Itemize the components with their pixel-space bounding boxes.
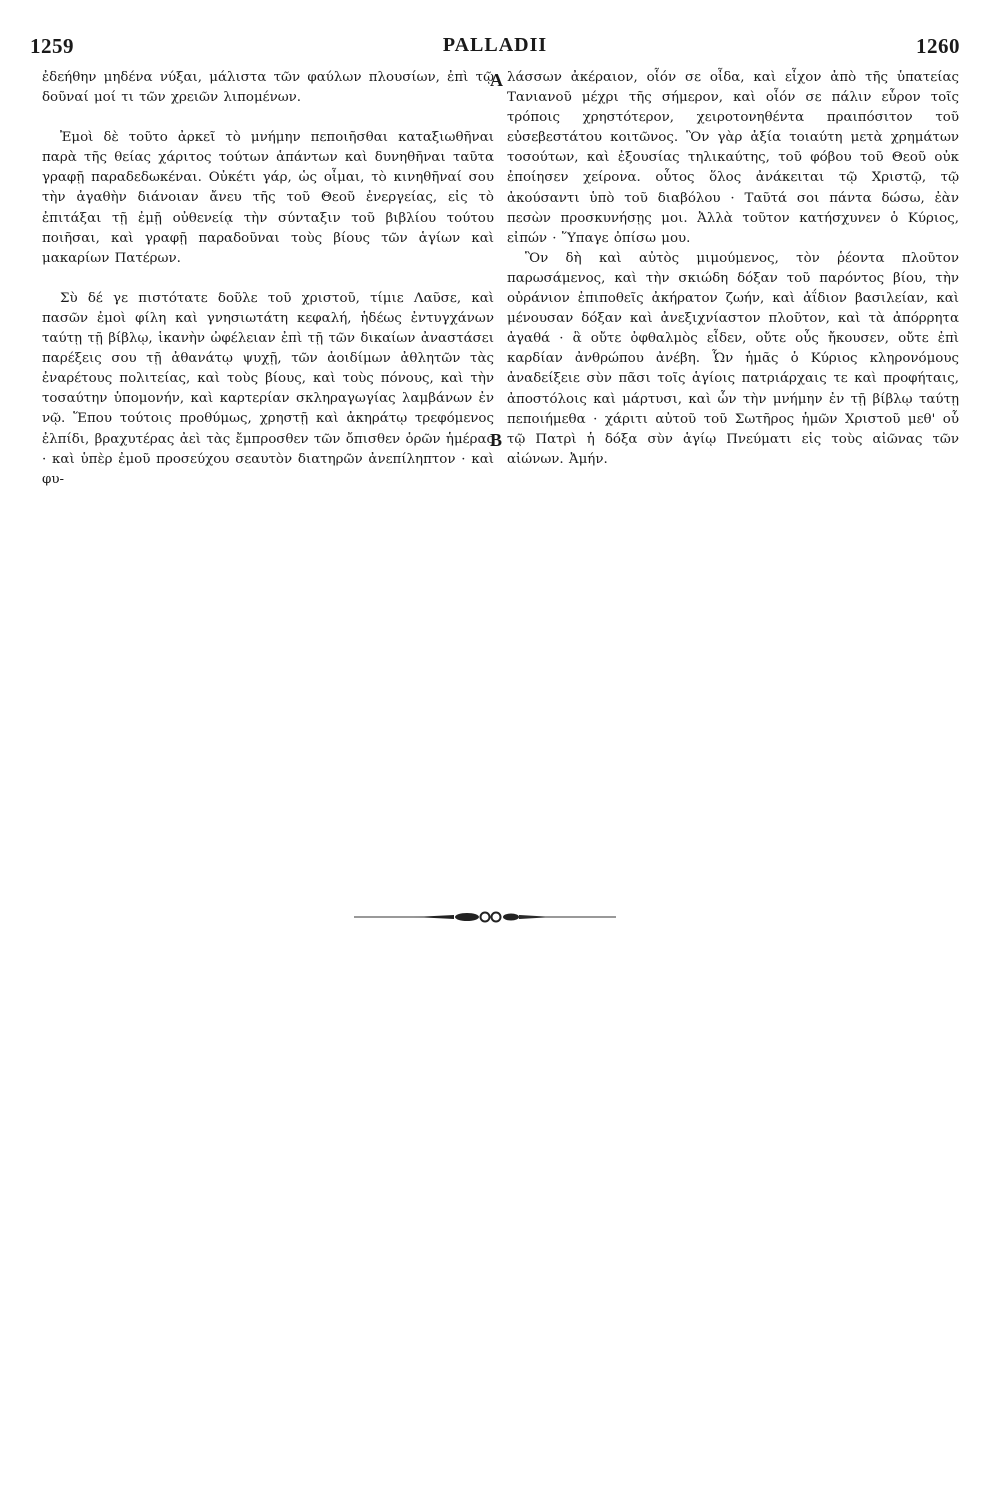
running-title: PALLADII xyxy=(442,34,548,56)
page-number-left: 1259 xyxy=(30,34,74,58)
page-header xyxy=(30,34,960,60)
left-column xyxy=(42,68,494,490)
right-paragraph-2: Ὃν δὴ καὶ αὐτὸς μιμούμενος, τὸν ῥέοντα πλοῦτον παρωσάμενος, καὶ τὴν σκιώδη δόξαν τοῦ παρόντος βίου, τὴν οὐράνιον ἐπιποθεῖς ἀκήρατον ζωήν, καὶ ἀΐδιον βασιλείαν, καὶ μένουσαν δόξαν καὶ ἀνεξιχνίαστον πλοῦτον, καὶ τὰ ἀπόρρητα ἀγαθά · ἃ οὔτε ὀφθαλμὸς εἶδεν, οὔτε οὖς ἤκουσεν, οὔτε ἐπὶ καρδίαν ἀνθρώπου ἀνέβη. Ὧν ἡμᾶς ὁ Κύριος κληρονόμους ἀναδείξειε σὺν πᾶσι τοῖς ἁγίοις πατριάρχαις τε καὶ προφήταις, ἀποστόλοις καὶ μάρτυσι, καὶ ὧν τὴν μνήμην ἐν τῇ βίβλῳ ταύτῃ πεποιήμεθα · χάριτι αὐτοῦ τοῦ Σωτῆρος ἡμῶν Χριστοῦ μεθ' οὗ τῷ Πατρὶ ἡ δόξα σὺν ἁγίῳ Πνεύματι εἰς τοὺς αἰῶνας τῶν αἰώνων. Ἀμήν. xyxy=(507,250,959,467)
page-number-right: 1260 xyxy=(916,34,960,58)
tailpiece-ornament-icon xyxy=(354,910,616,924)
left-paragraph-2: Ἐμοὶ δὲ τοῦτο ἀρκεῖ τὸ μνήμην πεποιῆσθαι καταξιωθῆναι παρὰ τῆς θείας χάριτος τούτων ἁπάντων καὶ δυνηθῆναι ταῦτα γραφῇ παραδεδωκέναι. Οὐκέτι γάρ, ὡς οἶμαι, τὸ κινηθῆναί σου τὴν ἀγαθὴν διάνοιαν ἄνευ τῆς τοῦ Θεοῦ ἐνεργείας, εἰς τὸ ἐπιτάξαι τῇ ἐμῇ οὐθενείᾳ τὴν σύνταξιν τοῦ βιβλίου τούτου ποιῆσαι, καὶ γραφῇ παραδοῦναι τοὺς βίους τῶν ἁγίων καὶ μακαρίων Πατέρων. xyxy=(42,130,494,266)
right-column xyxy=(507,68,959,470)
right-paragraph-1: λάσσων ἀκέραιον, οἷόν σε οἶδα, καὶ εἶχον ἀπὸ τῆς ὑπατείας Τανιανοῦ μέχρι τῆς σήμερον, καὶ οἷόν σε πάλιν εὗρον τοῖς τρόποις χρηστότερον, χειροτονηθέντα πραιπόσιτον τοῦ εὐσεβεστάτου κοιτῶνος. Ὃν γὰρ ἀξία τοιαύτη μετὰ χρημάτων τοσούτων, καὶ ἐξουσίας τηλικαύτης, τοῦ φόβου τοῦ Θεοῦ οὐκ ἐποίησεν χείρονα. οὗτος ὅλος ἀνάκειται τῷ Χριστῷ, τῷ ἀκούσαντι ὑπὸ τοῦ διαβόλου · Ταῦτά σοι πάντα δώσω, ἐὰν πεσὼν προσκυνήσῃς μοι. Ἀλλὰ τοῦτον κατήσχυνεν ὁ Κύριος, εἰπών · Ὕπαγε ὀπίσω μου. xyxy=(507,70,959,246)
left-paragraph-1: ἐδεήθην μηδένα νύξαι, μάλιστα τῶν φαύλων πλουσίων, ἐπὶ τῷ δοῦναί μοί τι τῶν χρειῶν λιπομένων. xyxy=(42,70,494,106)
margin-marker-b: B xyxy=(490,430,503,450)
left-paragraph-3: Σὺ δέ γε πιστότατε δοῦλε τοῦ χριστοῦ, τίμιε Λαῦσε, καὶ πασῶν ἐμοὶ φίλη καὶ γνησιωτάτη κεφαλή, ἡδέως ἐντυγχάνων ταύτῃ τῇ βίβλῳ, ἱκανὴν ὠφέλειαν ἐπὶ τῇ τῶν δικαίων ἀναστάσει παρέξεις σου τῇ ἀθανάτῳ ψυχῇ, τῶν ἀοιδίμων ἀθλητῶν τὰς ἐναρέτους πολιτείας, καὶ τοὺς βίους, καὶ τοὺς πόνους, καὶ τὴν τοσαύτην ὑπομονήν, καὶ καρτερίαν σκληραγωγίας λαμβάνων ἐν νῷ. Ἕπου τούτοις προθύμως, χρηστῇ καὶ ἀκηράτῳ τρεφόμενος ἐλπίδι, βραχυτέρας ἀεὶ τὰς ἔμπροσθεν τῶν ὄπισθεν ὁρῶν ἡμέρας · καὶ ὑπὲρ ἐμοῦ προσεύχου σεαυτὸν διατηρῶν ἀνεπίληπτον · καὶ φυ- xyxy=(42,290,494,487)
margin-marker-a: A xyxy=(490,70,503,90)
